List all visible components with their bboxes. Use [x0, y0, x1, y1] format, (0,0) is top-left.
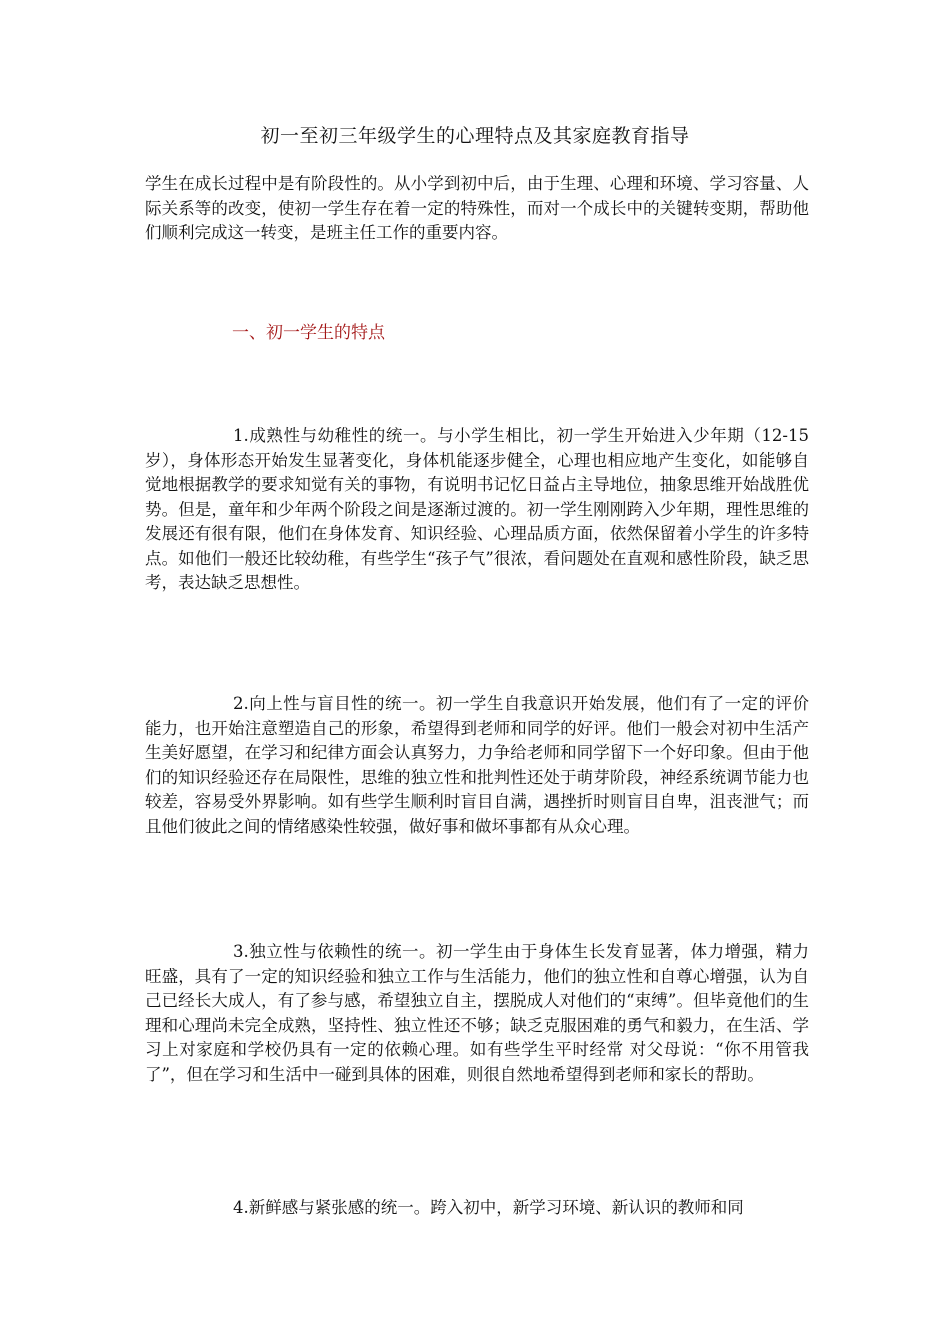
paragraph-1: 1.成熟性与幼稚性的统一。与小学生相比，初一学生开始进入少年期（12-15岁），身体形态开始发生显著变化，身体机能逐步健全，心理也相应地产生变化，如能够自觉地根据教学的要求知觉有关的事物，有说明书记忆日益占主导地位，抽象思维开始战胜优势。但是，童年和少年两个阶段之间是逐渐过渡的。初一学生刚刚跨入少年期，理性思维的发展还有很有限，他们在身体发育、知识经验、心理品质方面，依然保留着小学生的许多特点。如他们一般还比较幼稚，有些学生“孩子气”很浓，看问题处在直观和感性阶段，缺乏思考，表达缺乏思想性。 [145, 426, 809, 592]
document-title: 初一至初三年级学生的心理特点及其家庭教育指导 [260, 125, 690, 147]
intro-paragraph: 学生在成长过程中是有阶段性的。从小学到初中后，由于生理、心理和环境、学习容量、人际关系等的改变，使初一学生存在着一定的特殊性，而对一个成长中的关键转变期，帮助他们顺利完成这一转变，是班主任工作的重要内容。 [145, 174, 809, 242]
paragraph-3: 3.独立性与依赖性的统一。初一学生由于身体生长发育显著，体力增强，精力旺盛，具有了一定的知识经验和独立工作与生活能力，他们的独立性和自尊心增强，认为自己已经长大成人，有了参与感，希望独立自主，摆脱成人对他们的“束缚”。但毕竟他们的生理和心理尚未完全成熟，坚持性、独立性还不够；缺乏克服困难的勇气和毅力，在生活、学习上对家庭和学校仍具有一定的依赖心理。如有些学生平时经常 对父母说：“你不用管我了”，但在学习和生活中一碰到具体的困难，则很自然地希望得到老师和家长的帮助。 [145, 942, 809, 1084]
section-heading: 一、初一学生的特点 [232, 323, 385, 343]
paragraph-2: 2.向上性与盲目性的统一。初一学生自我意识开始发展，他们有了一定的评价能力，也开始注意塑造自己的形象，希望得到老师和同学的好评。他们一般会对初中生活产生美好愿望，在学习和纪律方面会认真努力，力争给老师和同学留下一个好印象。但由于他们的知识经验还存在局限性，思维的独立性和批判性还处于萌芽阶段，神经系统调节能力也较差，容易受外界影响。如有些学生顺利时盲目自满，遇挫折时则盲目自卑，沮丧泄气；而且他们彼此之间的情绪感染性较强，做好事和做坏事都有从众心理。 [145, 694, 809, 836]
paragraph-4: 4.新鲜感与紧张感的统一。跨入初中，新学习环境、新认识的教师和同 [233, 1198, 744, 1217]
